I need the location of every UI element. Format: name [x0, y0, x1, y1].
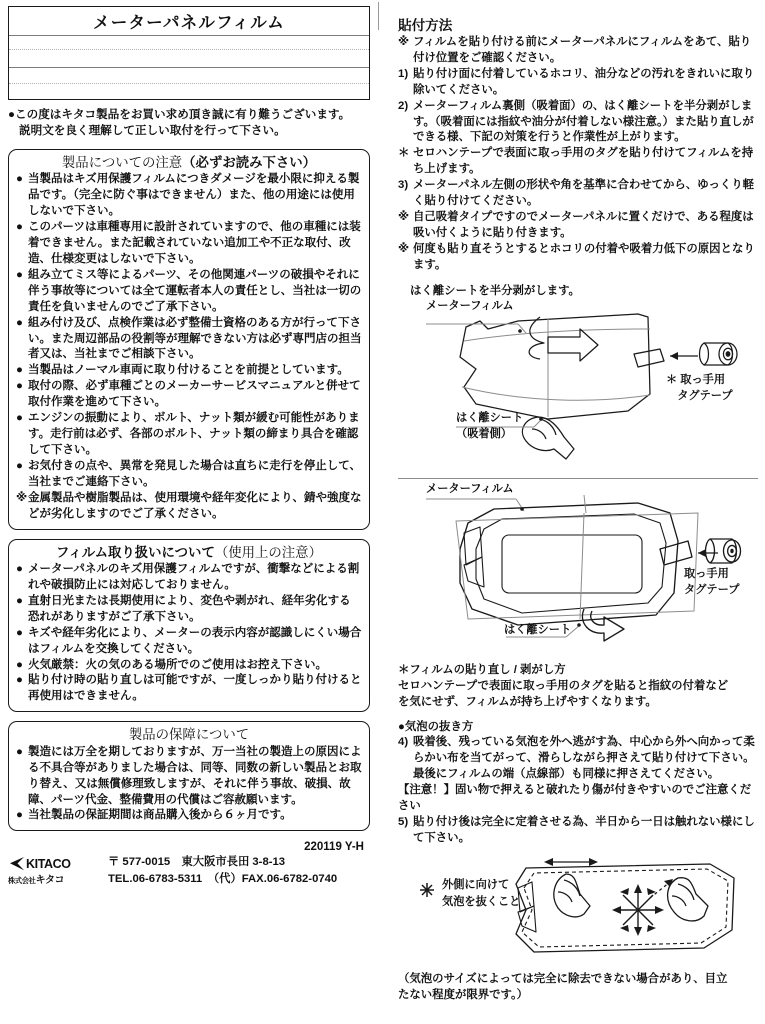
part-number: 220119 Y-H	[304, 841, 364, 854]
install-step	[398, 35, 758, 67]
figure1-label-sheet	[456, 411, 523, 425]
list-item-text: 直射日光または長期使用により、変色や剥がれ、経年劣化する恐れがありますがご了承下さい。	[28, 594, 351, 623]
list-item-text: 当製品はキズ用保護フィルムにつきダメージを最小限に抑える製品です。（完全に防ぐ事はできません）また、他の用途には使用しないで下さい。	[28, 173, 360, 218]
bullet-mark: ●	[16, 809, 23, 822]
list-item	[16, 172, 362, 220]
page-title: メーターパネルフィルム	[93, 14, 285, 32]
arrow-icon	[8, 857, 25, 871]
step-mark: 5)	[398, 816, 409, 828]
list-item-text: 金属製品や樹脂製品は、使用環境や経年変化により、錆や強度などが劣化しますのでご了承ください。	[28, 491, 362, 520]
install-step	[398, 146, 758, 178]
list-item-text: 製造には万全を期しておりますが、万一当社の製造上の原因による不具合等がありました場合は、同等、同数の新しい製品とお取り替え、又は無償修理致しますが、それに伴う事故、破損、故障、パーツ代金、整備費用の代償はご容赦願います。	[28, 745, 362, 806]
list-item-text: 取付の際、必ず車種ごとのメーカーサービスマニュアルと併せて取付作業を進めて下さい。	[28, 380, 361, 409]
bullet-mark: ●	[16, 745, 23, 758]
step-text: メーターフィルム裏側（吸着面）の、はく離シートを半分剥がします。（吸着面には指紋や油分が付着しない様注意。）また貼り直しができる様、下記の対策を行うと作業性が上がります。	[413, 99, 754, 144]
step-mark: ＊	[398, 147, 410, 160]
rule-line-dotted	[9, 83, 369, 84]
bubble-step	[398, 815, 758, 847]
greeting-line-2: 説明文を良く理解して正しい取付を行って下さい。	[19, 124, 286, 138]
step-mark: 3)	[398, 179, 409, 192]
list-item-text: このパーツは車種専用に設計されていますので、他の車種には装着できません。また記載されていない追加工や不正な取付、改造、仕様変更はしないで下さい。	[28, 221, 361, 265]
list-item	[16, 594, 362, 626]
install-step	[398, 242, 758, 274]
step-text: 貼り付け後は完全に定着させる為、半日から一日は触れない様にして下さい。	[413, 816, 755, 844]
bullet-mark: ●	[16, 364, 23, 377]
step-text: 自己吸着タイプですのでメーターパネルに置くだけで、ある程度は吸い付くように貼り付きます。	[413, 210, 754, 239]
section-product-heading-sub: （必ずお読み下さい）	[182, 154, 317, 170]
section-warranty-heading	[16, 726, 362, 743]
rule-line-dotted	[9, 49, 369, 50]
list-item	[16, 459, 362, 491]
list-item	[16, 411, 362, 459]
section-film-heading-sub: （使用上の注意）	[214, 544, 322, 560]
figure1-label-film: メーターフィルム	[426, 299, 514, 312]
step-mark: 2)	[398, 99, 409, 112]
list-item	[16, 220, 362, 268]
section-warranty	[8, 721, 370, 831]
logo-wordmark: KITACO	[26, 856, 71, 871]
company-postal-address: 〒 577-0015 東大阪市長田 3-8-13	[108, 856, 286, 869]
warning-mark: 【注意！】	[398, 784, 455, 797]
column-divider-tick	[378, 2, 379, 30]
figure1-label-sheet-line1: はく離シート	[456, 411, 524, 424]
list-item	[16, 363, 362, 379]
warning-text: 固い物で押えると破れたり傷が付きやすいのでご注意ください	[398, 784, 752, 813]
step-mark: ※	[398, 242, 410, 255]
bullet-mark: ●	[16, 459, 23, 472]
title-ruled-box	[8, 6, 370, 100]
install-step	[398, 210, 758, 242]
bubbles-heading: ●気泡の抜き方	[398, 720, 474, 733]
company-footer	[8, 854, 370, 888]
company-tel-fax: TEL.06-6783-5311 （代）FAX.06-6782-0740	[108, 873, 338, 886]
bullet-mark: ●	[16, 268, 23, 281]
bullet-mark: ●	[16, 674, 23, 687]
step-text: フィルムを貼り付ける前にメーターパネルにフィルムをあて、貼り付け位置をご確認ください。	[413, 36, 752, 64]
list-item	[16, 491, 362, 523]
list-item-text: キズや経年劣化により、メーターの表示内容が認識しにくい場合はフィルムを交換してください。	[28, 626, 362, 655]
greeting-paragraph	[8, 107, 370, 140]
figure2-label-film: メーターフィルム	[426, 482, 514, 495]
list-item-text: 火気厳禁：火の気のある場所でのご使用はお控え下さい。	[28, 658, 327, 671]
list-item	[16, 562, 362, 594]
figure3-label-line2: 気泡を抜くこと	[442, 895, 521, 908]
section-film-heading	[16, 544, 362, 561]
install-heading: 貼付方法	[398, 18, 453, 33]
bullet-mark: ●	[16, 412, 23, 425]
bullet-mark: ●	[16, 173, 23, 186]
bubble-note-2: たない程度が限界です。）	[398, 988, 529, 1001]
step-text: 吸着後、残っている気泡を外へ逃がす為、中心から外へ向かって柔らかい布を当てがって、滑らしながら押さえて貼り付けて下さい。最後にフィルムの端（点線部）も同様に押さえてください。	[413, 736, 755, 781]
step-mark: ※	[398, 36, 410, 48]
company-address-block	[108, 854, 337, 888]
greeting-line-1: ●この度はキタコ製品をお買い求め頂き誠に有り難うございます。	[8, 108, 351, 121]
reapply-heading: ＊フィルムの貼り直し / 剥がし方	[398, 663, 566, 676]
figure2-label-tape-2: タグテープ	[684, 583, 740, 596]
list-item-text: 貼り付け時の貼り直しは可能ですが、一度しっかり貼り付けると再使用はできません。	[28, 674, 362, 703]
section-film-handling	[8, 539, 370, 713]
install-step	[398, 178, 758, 210]
step-text: メーターパネル左側の形状や角を基準に合わせてから、ゆっくり軽く貼り付けてください。	[413, 179, 755, 208]
left-column	[8, 6, 370, 888]
section-product-cautions	[8, 149, 370, 530]
reapply-body-1: セロハンテープで表面に取っ手用のタグを貼ると指紋の付着など	[398, 679, 729, 692]
list-item	[16, 626, 362, 658]
bullet-mark: ●	[16, 658, 23, 671]
bullet-mark: ●	[16, 563, 23, 576]
list-item-text: メーターパネルのキズ用保護フィルムですが、衝撃などによる割れや破損防止には対応しておりません。	[28, 563, 360, 591]
bubble-note-1: （気泡のサイズによっては完全に除去できない場合があり、目立	[398, 972, 728, 985]
list-item	[16, 745, 362, 809]
section-film-heading-main: フィルム取り扱いについて	[56, 544, 215, 560]
step-text: 何度も貼り直そうとするとホコリの付着や吸着力低下の原因となります。	[413, 242, 755, 271]
figure-divider	[398, 478, 758, 479]
rule-line	[9, 35, 369, 36]
step-text: 貼り付け面に付着しているホコリ、油分などの汚れをきれいに取り除いてください。	[413, 67, 755, 96]
install-step	[398, 99, 758, 147]
bullet-mark: ●	[16, 316, 23, 329]
list-item	[16, 658, 362, 674]
logo-kana-text: キタコ	[35, 875, 64, 887]
install-step	[398, 67, 758, 99]
step-mark: 1)	[398, 67, 409, 80]
list-item-text: 組み付け及び、点検作業は必ず整備士資格のある方が行って下さい。また周辺部品の役割等が理解できない方は必ず専門店の担当者又は、当社までご相談下さい。	[28, 316, 362, 361]
figure2-label-sheet: はく離シート	[504, 623, 572, 636]
reapply-body-2: を気にせず、フィルムが持ち上げやすくなります。	[398, 695, 657, 708]
bubble-warning	[398, 783, 758, 815]
bullet-mark: ※	[16, 491, 28, 504]
list-item	[16, 268, 362, 316]
figure1-label-sheet-side: （吸着側）	[456, 427, 512, 440]
logo-company-text: 株式会社	[8, 876, 36, 886]
rule-line	[9, 67, 369, 68]
list-item-text: 当製品はノーマル車両に取り付けることを前提としています。	[28, 364, 349, 377]
figure-meter-panel	[398, 483, 758, 659]
list-item	[16, 379, 362, 411]
bullet-mark: ●	[16, 594, 23, 607]
section-product-heading-main: 製品についての注意	[61, 154, 183, 170]
list-item	[16, 673, 362, 705]
figure2-label-tape: 取っ手用	[684, 567, 729, 580]
list-item-text: お気付きの点や、異常を発見した場合は直ちに走行を停止して、当社までご連絡下さい。	[28, 459, 362, 488]
step-text: セロハンテープで表面に取っ手用のタグを貼り付けてフィルムを持ち上げます。	[413, 147, 754, 176]
bullet-mark: ●	[16, 626, 23, 639]
right-column	[398, 14, 758, 1004]
bullet-mark: ●	[16, 380, 23, 393]
list-item-text: 組み立てミス等によるパーツ、その他関連パーツの破損やそれに伴う事故等については全て運転者本人の責任とし、当社は一切の責任を負いませんのでご了承下さい。	[28, 268, 362, 313]
figure1-label-tape: ＊ 取っ手用	[666, 373, 726, 386]
list-item-text: 当社製品の保証期間は商品購入後から６ヶ月です。	[28, 809, 292, 822]
bullet-mark: ●	[16, 221, 23, 234]
list-item	[16, 316, 362, 364]
figure-bubble-removal-drawing	[398, 854, 758, 972]
kitaco-logo	[8, 855, 104, 887]
peel-caption: はく離シートを半分剥がします。	[410, 284, 580, 297]
list-item	[16, 808, 362, 824]
bubble-step	[398, 735, 758, 783]
figure-peel-film	[398, 299, 758, 471]
figure-bubble-removal	[398, 854, 758, 972]
step-mark: ※	[398, 210, 410, 223]
list-item-text: エンジンの振動により、ボルト、ナット類が緩む可能性があります。走行前は必ず、各部のボルト、ナット類の締まり具合を確認して下さい。	[28, 412, 360, 456]
section-warranty-heading-main: 製品の保障について	[128, 727, 250, 743]
step-mark: 4)	[398, 736, 409, 749]
section-product-heading	[16, 154, 362, 171]
logo-company-line	[8, 871, 104, 886]
figure1-label-tape-2: タグテープ	[666, 389, 733, 402]
figure3-label-line1: 外側に向けて	[442, 878, 510, 891]
